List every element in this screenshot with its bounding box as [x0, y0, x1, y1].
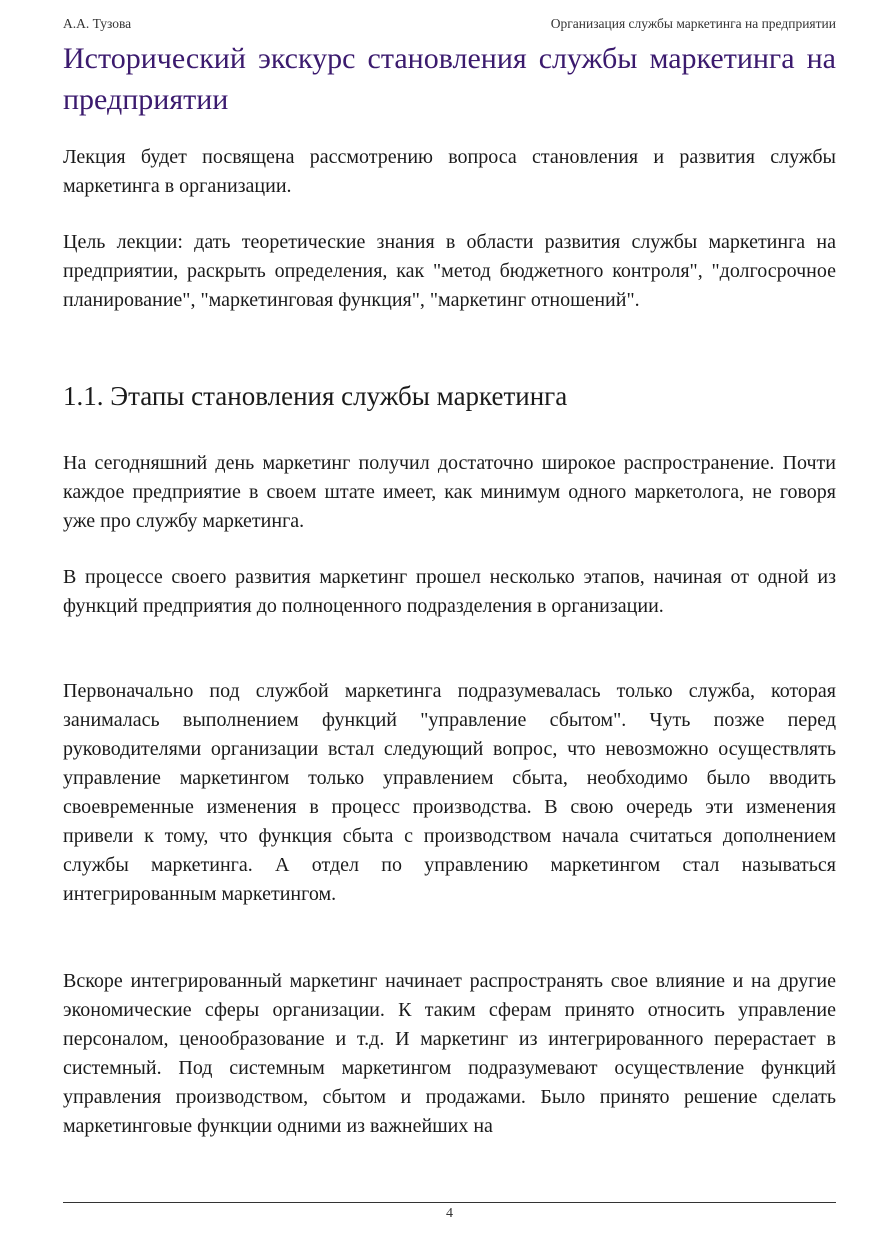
section-paragraph-1: На сегодняшний день маркетинг получил достаточно широкое распространение. Почти каждое предприятие в своем штате имеет, как минимум одного маркетолога, не говоря уже про службу маркетинга. — [63, 452, 836, 532]
intro-paragraph-1: Лекция будет посвящена рассмотрению вопроса становления и развития службы маркетинга в организации. — [63, 146, 836, 197]
section-paragraph-4: Вскоре интегрированный маркетинг начинает распространять свое влияние и на другие экономические сферы организации. К таким сферам принято относить управление персоналом, ценообразование и т.д. И маркетинг из интегрированного перерастает в системный. Под системным маркетингом подразумевают осуществление функций управления производством, сбытом и продажами. Было принято решение сделать маркетинговые функции одними из важнейших на — [63, 970, 836, 1137]
section-paragraph-2: В процессе своего развития маркетинг прошел несколько этапов, начиная от одной из функций предприятия до полноценного подразделения в организации. — [63, 566, 836, 617]
section-paragraph-3: Первоначально под службой маркетинга подразумевалась только служба, которая занималась выполнением функций "управление сбытом". Чуть позже перед руководителями организации встал следующий вопрос, что невозможно осуществлять управление маркетингом только управлением сбыта, необходимо было вводить своевременные изменения в процесс производства. В свою очередь эти изменения привели к тому, что функция сбыта с производством начала считаться дополнением службы маркетинга. А отдел по управлению маркетингом стал называться интегрированным маркетингом. — [63, 680, 836, 905]
footer-divider — [63, 1202, 836, 1203]
lecture-title: Исторический экскурс становления службы маркетинга на предприятии — [63, 42, 836, 116]
header-document-title: Организация службы маркетинга на предприятии — [550, 16, 836, 31]
running-header — [63, 16, 836, 36]
header-author: А.А. Тузова — [63, 16, 132, 31]
page-number: 4 — [446, 1206, 453, 1221]
section-title: 1.1. Этапы становления службы маркетинга — [63, 381, 568, 411]
intro-paragraph-2: Цель лекции: дать теоретические знания в области развития службы маркетинга на предприятии, раскрыть определения, как "метод бюджетного контроля", "долгосрочное планирование", "маркетинговая функция", "маркетинг отношений". — [63, 231, 836, 311]
